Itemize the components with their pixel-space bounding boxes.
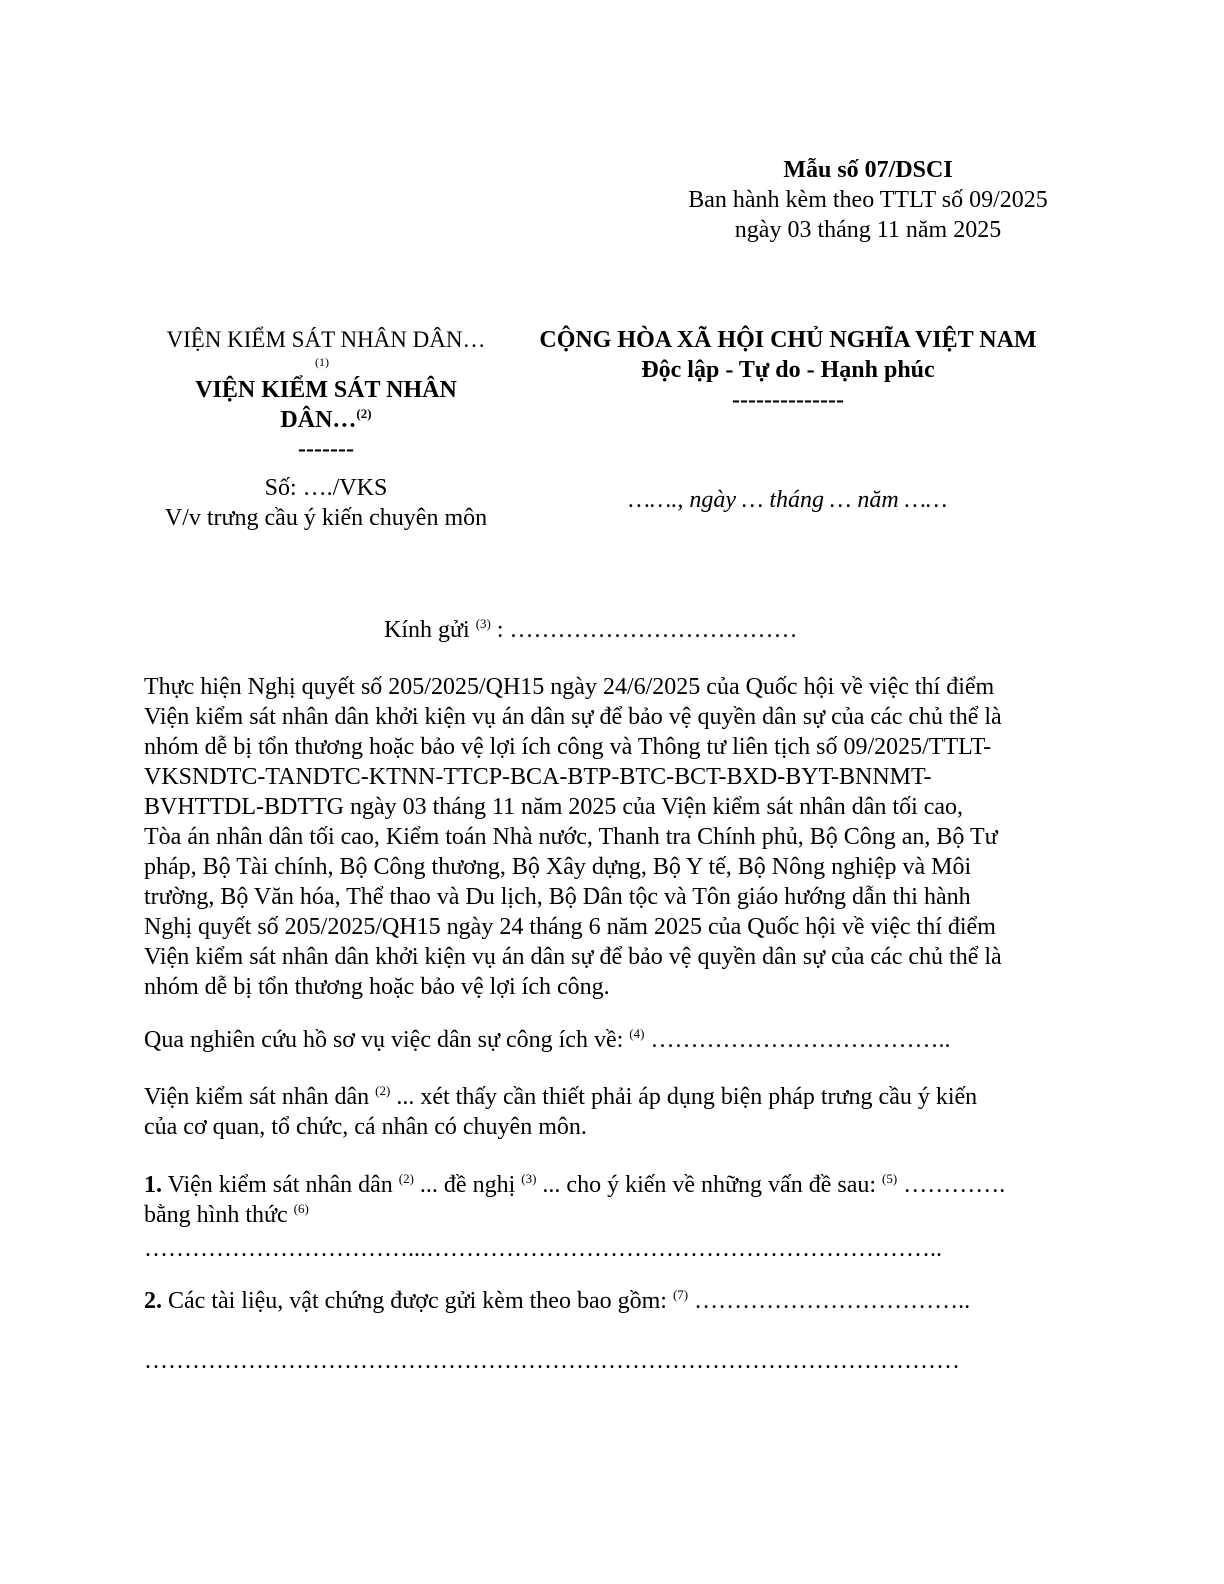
footnote-ref: (6) bbox=[293, 1201, 309, 1216]
case-study-text: Qua nghiên cứu hồ sơ vụ việc dân sự công ích về: bbox=[144, 1027, 624, 1053]
paragraph-line: nhóm dễ bị tổn thương hoặc bảo vệ lợi ích công và Thông tư liên tịch số 09/2025/TTLT- bbox=[144, 734, 992, 760]
paragraph-line: BVHTTDL-BDTTG ngày 03 tháng 11 năm 2025 của Viện kiểm sát nhân dân tối cao, bbox=[144, 794, 964, 820]
agency-note: (1) bbox=[315, 355, 329, 369]
paragraph-line: Thực hiện Nghị quyết số 205/2025/QH15 ngày 24/6/2025 của Quốc hội về việc thí điểm bbox=[144, 674, 995, 700]
place-date-line: ……., ngày … tháng … năm …… bbox=[628, 487, 948, 513]
fill-in-dots: …………. bbox=[903, 1172, 1006, 1198]
paragraph-line: pháp, Bộ Tài chính, Bộ Công thương, Bộ Xây dựng, Bộ Y tế, Bộ Nông nghiệp và Môi bbox=[144, 854, 972, 880]
footnote-ref: (2) bbox=[398, 1171, 414, 1186]
item-1-line1: 1. Viện kiểm sát nhân dân $^{(2)}$ ... đề nghị $^{(3)}$ ... cho ý kiến về những vấn đề sau: $^{(5)}$ …………. bbox=[144, 1171, 1006, 1198]
item-2 bbox=[144, 1286, 1084, 1376]
nation-motto: Độc lập - Tự do - Hạnh phúc bbox=[641, 357, 935, 383]
case-study-line bbox=[144, 1025, 1084, 1055]
paragraph-line: của cơ quan, tổ chức, cá nhân có chuyên môn. bbox=[144, 1114, 587, 1140]
paragraph-line: Nghị quyết số 205/2025/QH15 ngày 24 tháng 6 năm 2025 của Quốc hội về việc thí điểm bbox=[144, 914, 996, 940]
form-number: Mẫu số 07/DSCI bbox=[783, 157, 953, 183]
agency-header bbox=[140, 325, 512, 533]
footnote-ref: (2) bbox=[375, 1083, 391, 1098]
issued-by-line: Ban hành kèm theo TTLT số 09/2025 bbox=[688, 187, 1048, 213]
footnote-ref: (4) bbox=[629, 1026, 645, 1041]
paragraph-line: Viện kiểm sát nhân dân khởi kiện vụ án dân sự để bảo vệ quyền dân sự của các chủ thể là bbox=[144, 944, 1002, 970]
intro-paragraph bbox=[144, 672, 1084, 1002]
footnote-ref: (2) bbox=[356, 406, 372, 421]
paragraph-line: Viện kiểm sát nhân dân $^{(2)}$ ... xét thấy cần thiết phải áp dụng biện pháp trưng cầu ý kiến bbox=[144, 1083, 978, 1110]
agency-divider: ------- bbox=[298, 436, 354, 462]
item-2-line1: 2. Các tài liệu, vật chứng được gửi kèm theo bao gồm: $^{(7)}$ …………………………….. bbox=[144, 1287, 971, 1314]
item-number: 2. bbox=[144, 1288, 162, 1314]
fill-in-dots: ………………………………………………………………………………………… bbox=[144, 1348, 960, 1374]
document-subject: V/v trưng cầu ý kiến chuyên môn bbox=[164, 505, 488, 531]
nation-header bbox=[512, 325, 1064, 415]
paragraph-line: trường, Bộ Văn hóa, Thể thao và Du lịch, Bộ Dân tộc và Tôn giáo hướng dẫn thi hành bbox=[144, 884, 971, 910]
fill-in-dots: ……………………………...……………………………………………………….. bbox=[144, 1236, 942, 1262]
document-number: Số: …./VKS bbox=[264, 475, 388, 501]
nation-name: CỘNG HÒA XÃ HỘI CHỦ NGHĨA VIỆT NAM bbox=[539, 327, 1037, 353]
recipient-value: : ……………………………… bbox=[496, 617, 798, 643]
recipient-line bbox=[384, 615, 798, 645]
form-header bbox=[640, 155, 1096, 245]
paragraph-line: Viện kiểm sát nhân dân khởi kiện vụ án dân sự để bảo vệ quyền dân sự của các chủ thể là bbox=[144, 704, 1002, 730]
fill-in-dots: …………………………….. bbox=[694, 1288, 971, 1314]
paragraph-line: Tòa án nhân dân tối cao, Kiểm toán Nhà nước, Thanh tra Chính phủ, Bộ Công an, Bộ Tư bbox=[144, 824, 998, 850]
paragraph-line: VKSNDTC-TANDTC-KTNN-TTCP-BCA-BTP-BTC-BCT-BXD-BYT-BNNMT- bbox=[144, 764, 932, 790]
nation-divider: -------------- bbox=[732, 387, 844, 413]
fill-in-dots: ……………………………….. bbox=[650, 1027, 951, 1053]
footnote-ref: (3) bbox=[475, 616, 491, 631]
issued-date-line: ngày 03 tháng 11 năm 2025 bbox=[734, 217, 1002, 243]
footnote-ref: (3) bbox=[521, 1171, 537, 1186]
footnote-ref: (7) bbox=[672, 1287, 689, 1302]
item-number: 1. bbox=[144, 1172, 162, 1198]
issuing-agency-line2: DÂN…$^{(2)}$ bbox=[280, 406, 372, 433]
agency-name: VIỆN KIỂM SÁT NHÂN DÂN… bbox=[166, 327, 486, 352]
paragraph-line: nhóm dễ bị tổn thương hoặc bảo vệ lợi ích công. bbox=[144, 974, 610, 1000]
necessity-paragraph bbox=[144, 1082, 1084, 1142]
footnote-ref: (5) bbox=[882, 1171, 898, 1186]
item-1 bbox=[144, 1170, 1084, 1264]
item-1-line2: bằng hình thức $^{(6)}$ bbox=[144, 1201, 309, 1228]
recipient-label: Kính gửi bbox=[384, 617, 470, 643]
issuing-agency-name: VIỆN KIỂM SÁT NHÂN DÂN…$^{(2)}$ bbox=[140, 375, 512, 435]
